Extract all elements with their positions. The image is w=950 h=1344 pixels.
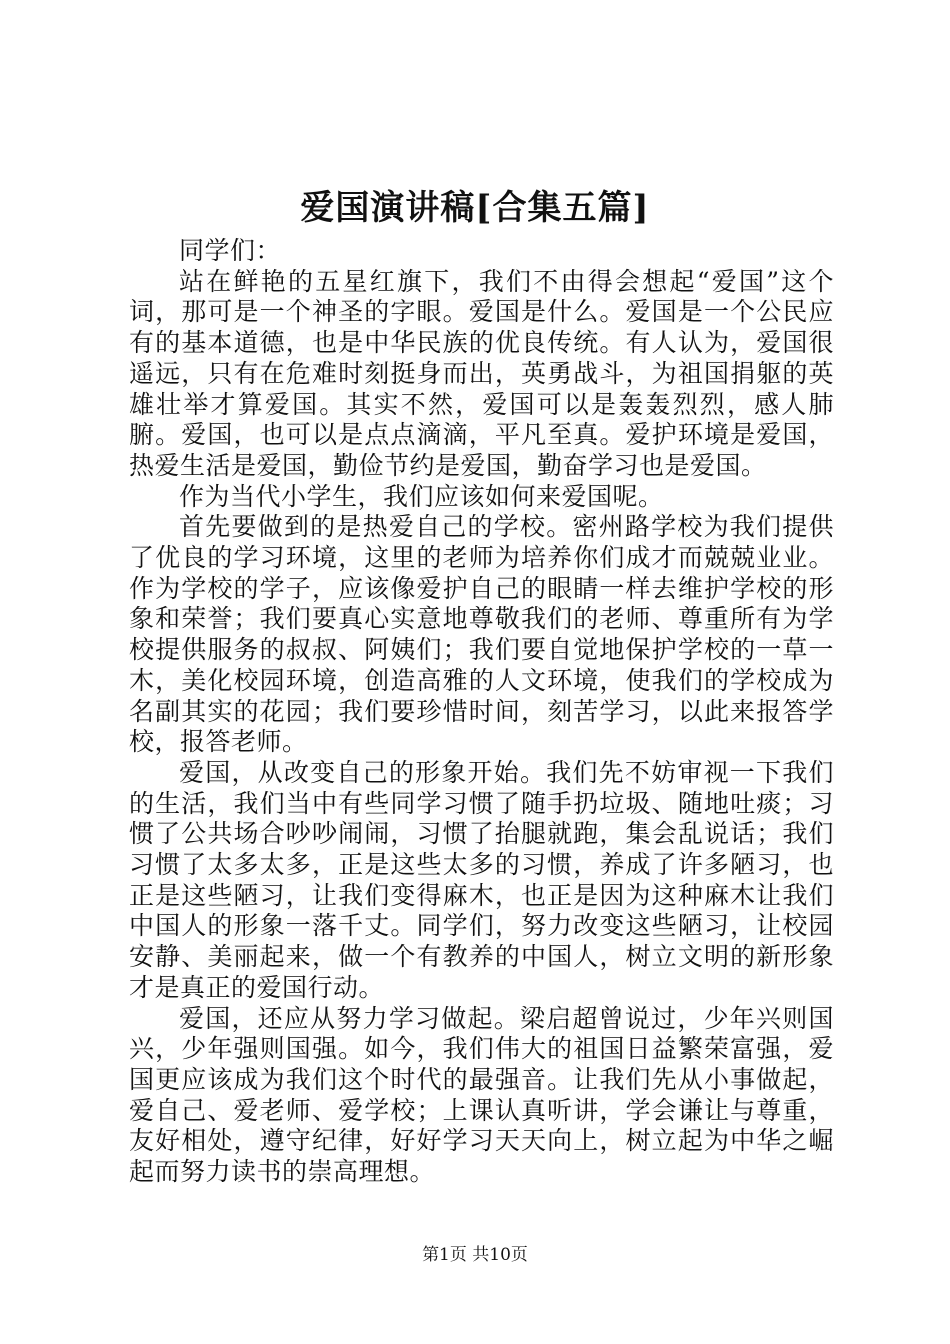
body-paragraph: 作为当代小学生，我们应该如何来爱国呢。 [179,481,664,511]
body-paragraph: 爱国，还应从努力学习做起。梁启超曾说过，少年兴则国兴，少年强则国强。如今，我们伟大的祖国日益繁荣富强，爱国更应该成为我们这个时代的最强音。让我们先从小事做起，爱自己、爱老师、爱学校；上课认真听讲，学会谦让与尊重，友好相处，遵守纪律，好好学习天天向上，树立起为中华之崛起而努力读书的崇高理想。 [129,1003,834,1187]
document-title: 爱国演讲稿[合集五篇] [300,188,650,228]
greeting-paragraph: 同学们： [179,236,282,265]
document-body [129,236,834,1188]
body-paragraph: 首先要做到的是热爱自己的学校。密州路学校为我们提供了优良的学习环境，这里的老师为培养你们成才而兢兢业业。作为学校的学子，应该像爱护自己的眼睛一样去维护学校的形象和荣誉；我们要真心实意地尊敬我们的老师、尊重所有为学校提供服务的叔叔、阿姨们；我们要自觉地保护学校的一草一木，美化校园环境，创造高雅的人文环境，使我们的学校成为名副其实的花园；我们要珍惜时间，刻苦学习，以此来报答学校，报答老师。 [129,512,834,757]
body-paragraph: 爱国，从改变自己的形象开始。我们先不妨审视一下我们的生活，我们当中有些同学习惯了随手扔垃圾、随地吐痰；习惯了公共场合吵吵闹闹，习惯了抬腿就跑，集会乱说话；我们习惯了太多太多，正是这些太多的习惯，养成了许多陋习，也正是这些陋习，让我们变得麻木，也正是因为这种麻木让我们中国人的形象一落千丈。同学们，努力改变这些陋习，让校园安静、美丽起来，做一个有教养的中国人，树立文明的新形象才是真正的爱国行动。 [129,757,834,1002]
page-number-footer: 第1页 共10页 [422,1245,528,1265]
body-paragraph: 站在鲜艳的五星红旗下，我们不由得会想起“爱国”这个词，那可是一个神圣的字眼。爱国是什么。爱国是一个公民应有的基本道德，也是中华民族的优良传统。有人认为，爱国很遥远，只有在危难时刻挺身而出，英勇战斗，为祖国捐躯的英雄壮举才算爱国。其实不然，爱国可以是轰轰烈烈，感人肺腑。爱国，也可以是点点滴滴，平凡至真。爱护环境是爱国，热爱生活是爱国，勤俭节约是爱国，勤奋学习也是爱国。 [129,266,834,480]
